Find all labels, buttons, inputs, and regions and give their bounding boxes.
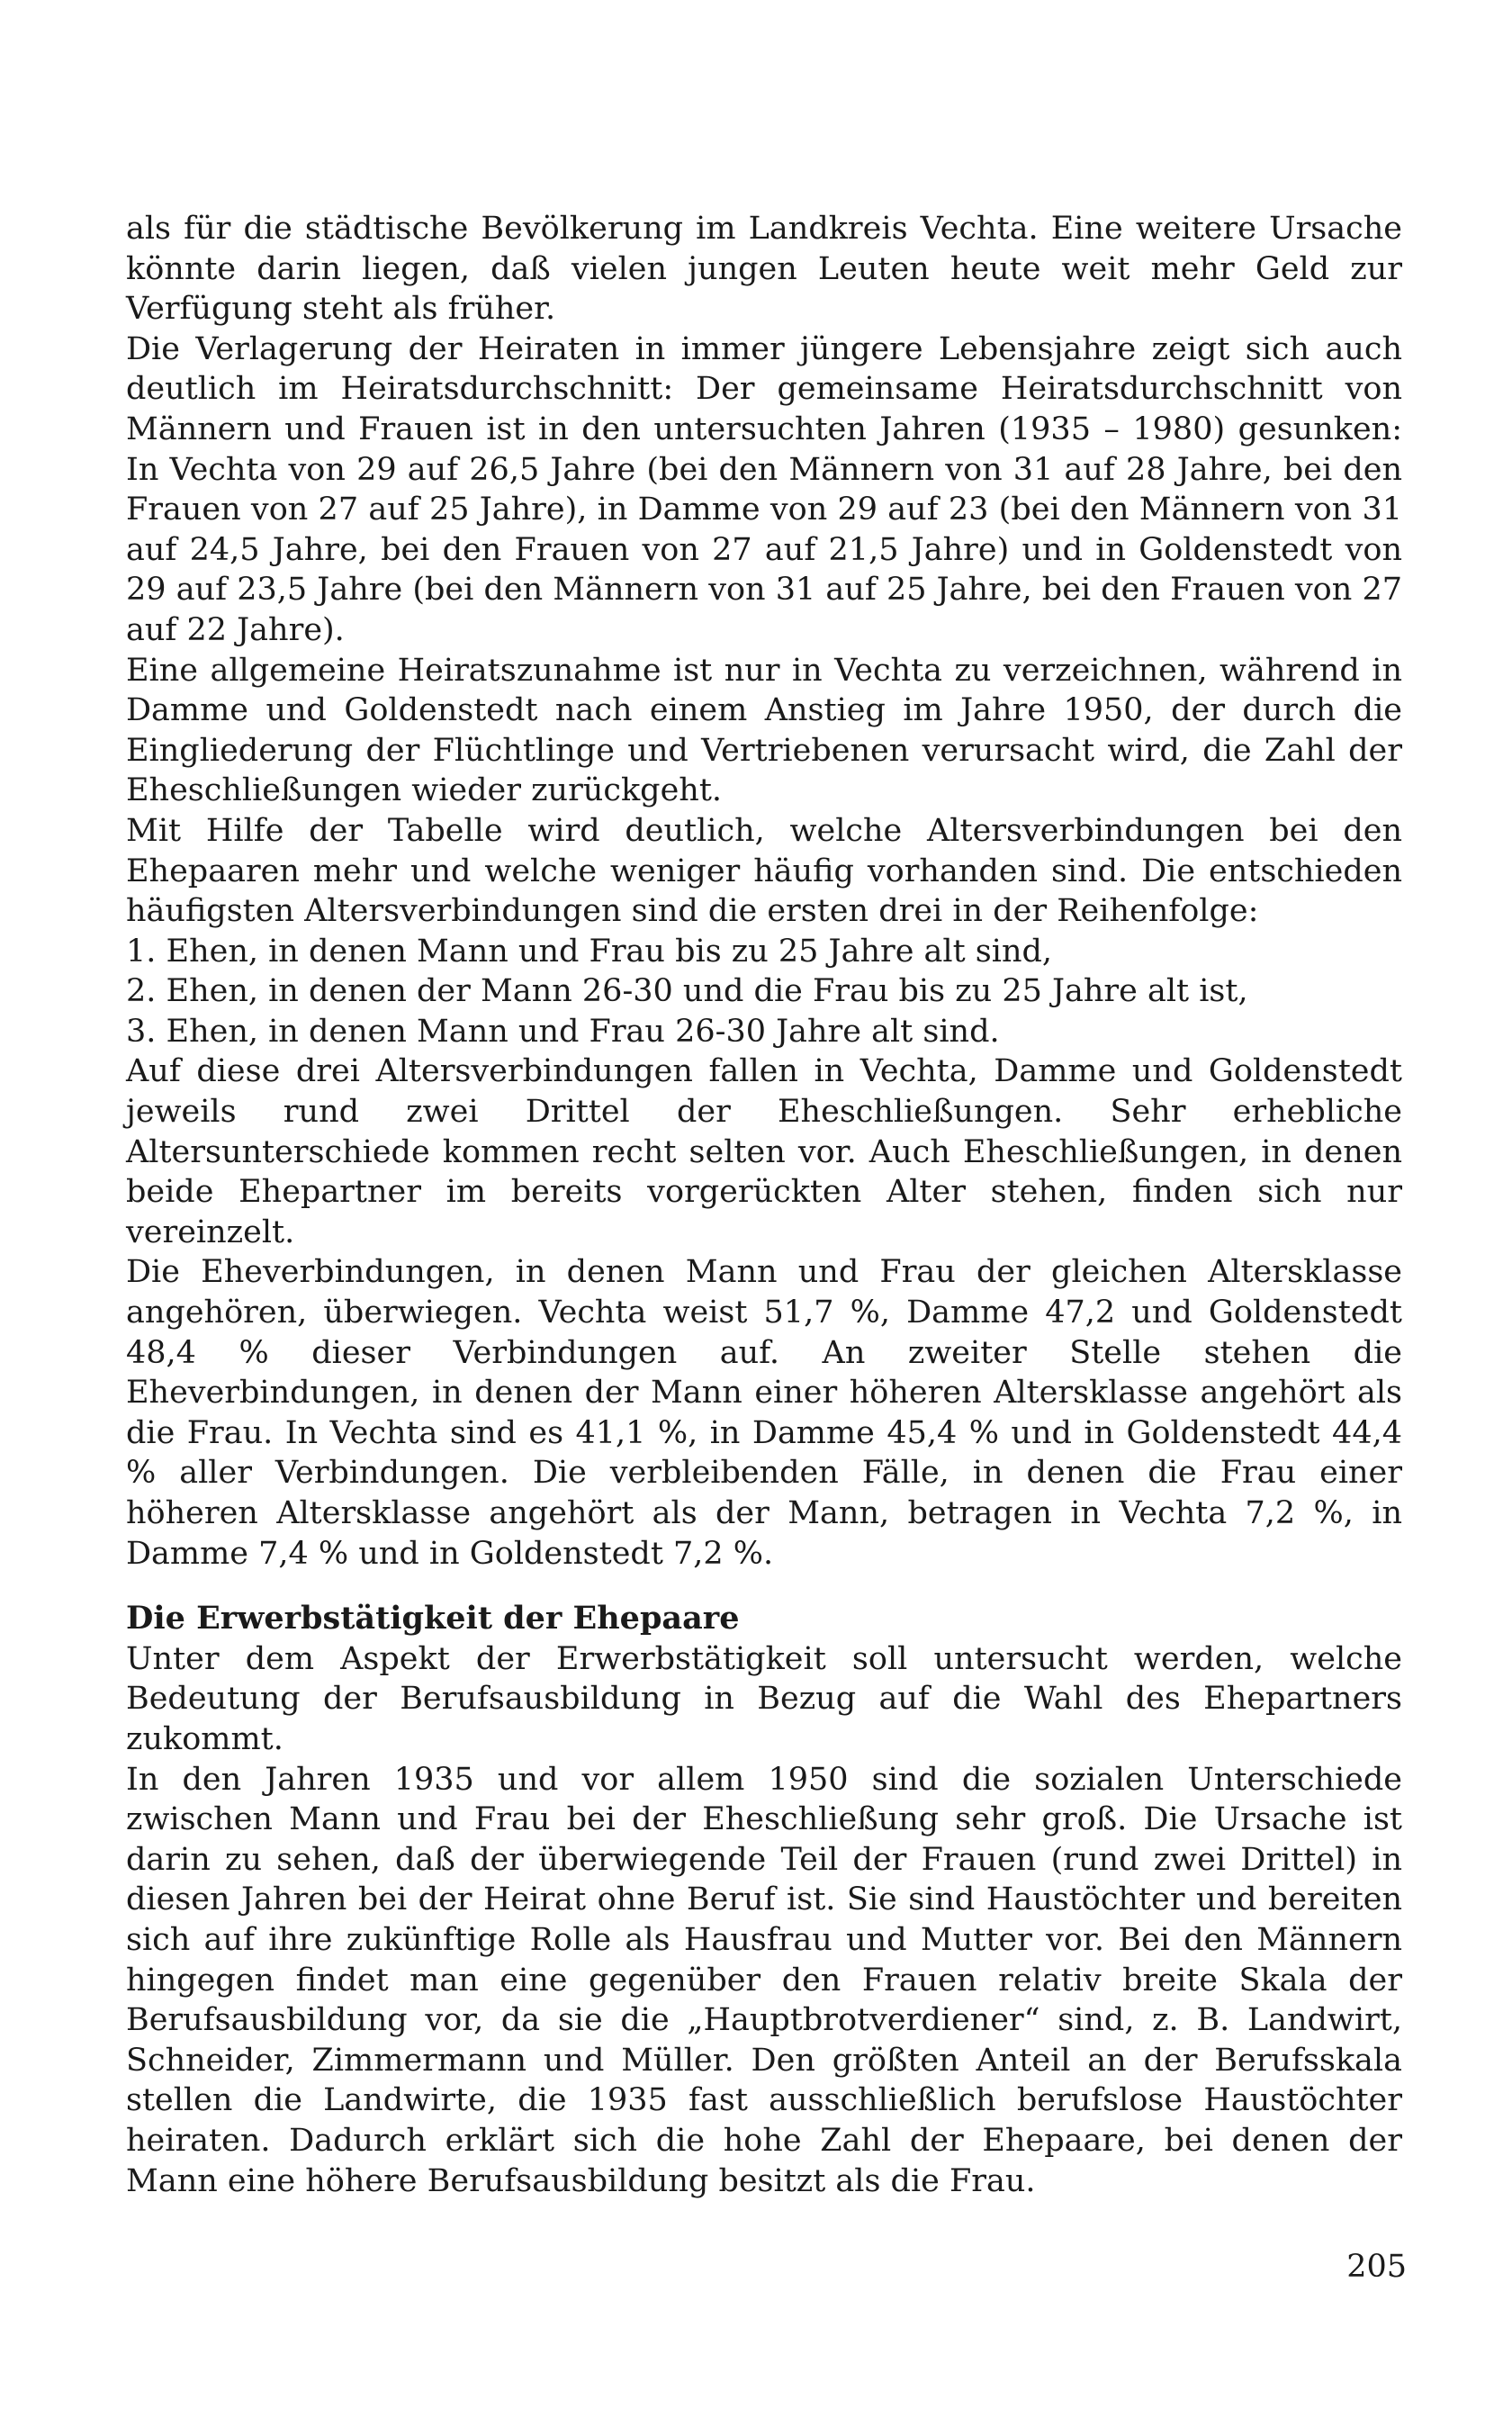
paragraph: Die Verlagerung der Heiraten in immer jüngere Lebensjahre zeigt sich auch deutlich im Heiratsdurchschnitt: Der gemeinsame Heiratsdurchschnitt von Männern und Frauen ist in den untersuchten Jahren (1935 – 1980) gesunken: In Vechta von 29 auf 26,5 Jahre (bei den Männern von 31 auf 28 Jahre, bei den Frauen von 27 auf 25 Jahre), in Damme von 29 auf 23 (bei den Männern von 31 auf 24,5 Jahre, bei den Frauen von 27 auf 21,5 Jahre) und in Goldenstedt von 29 auf 23,5 Jahre (bei den Männern von 31 auf 25 Jahre, bei den Frauen von 27 auf 22 Jahre).	[126, 330, 1402, 648]
age-combination-list	[126, 932, 1402, 1052]
list-item: 2. Ehen, in denen der Mann 26-30 und die Frau bis zu 25 Jahre alt ist,	[126, 973, 1248, 1010]
paragraph: als für die städtische Bevölkerung im Landkreis Vechta. Eine weitere Ursache könnte darin liegen, daß vielen jungen Leuten heute weit mehr Geld zur Verfügung steht als früher.	[126, 211, 1402, 328]
list-item: 3. Ehen, in denen Mann und Frau 26-30 Jahre alt sind.	[126, 1013, 1000, 1050]
paragraph: Eine allgemeine Heiratszunahme ist nur in Vechta zu verzeichnen, während in Damme und Goldenstedt nach einem Anstieg im Jahre 1950, der durch die Eingliederung der Flüchtlinge und Vertriebenen verursacht wird, die Zahl der Eheschließungen wieder zurückgeht.	[126, 652, 1402, 809]
paragraph: Auf diese drei Altersverbindungen fallen in Vechta, Damme und Goldenstedt jeweils rund zwei Drittel der Eheschließungen. Sehr erhebliche Altersunterschiede kommen recht selten vor. Auch Eheschließungen, in denen beide Ehepartner im bereits vorgerückten Alter stehen, finden sich nur vereinzelt.	[126, 1053, 1402, 1250]
section-heading: Die Erwerbstätigkeit der Ehepaare	[126, 1600, 740, 1638]
paragraph: Unter dem Aspekt der Erwerbstätigkeit soll untersucht werden, welche Bedeutung der Berufsausbildung in Bezug auf die Wahl des Ehepartners zukommt.	[126, 1640, 1402, 1757]
page-number: 205	[1346, 2249, 1407, 2285]
paragraph: Die Eheverbindungen, in denen Mann und Frau der gleichen Altersklasse angehören, überwiegen. Vechta weist 51,7 %, Damme 47,2 und Goldenstedt 48,4 % dieser Verbindungen auf. An zweiter Stelle stehen die Eheverbindungen, in denen der Mann einer höheren Altersklasse angehört als die Frau. In Vechta sind es 41,1 %, in Damme 45,4 % und in Goldenstedt 44,4 % aller Verbindungen. Die verbleibenden Fälle, in denen die Frau einer höheren Altersklasse angehört als der Mann, betragen in Vechta 7,2 %, in Damme 7,4 % und in Goldenstedt 7,2 %.	[126, 1254, 1402, 1572]
section-spacer	[126, 1574, 1402, 1599]
list-item: 1. Ehen, in denen Mann und Frau bis zu 25 Jahre alt sind,	[126, 933, 1053, 970]
paragraph: Mit Hilfe der Tabelle wird deutlich, welche Altersverbindungen bei den Ehepaaren mehr und welche weniger häufig vorhanden sind. Die entschieden häufigsten Altersverbindungen sind die ersten drei in der Reihenfolge:	[126, 812, 1402, 930]
body-text	[126, 209, 1402, 2201]
paragraph: In den Jahren 1935 und vor allem 1950 sind die sozialen Unterschiede zwischen Mann und Frau bei der Eheschließung sehr groß. Die Ursache ist darin zu sehen, daß der überwiegende Teil der Frauen (rund zwei Drittel) in diesen Jahren bei der Heirat ohne Beruf ist. Sie sind Haustöchter und bereiten sich auf ihre zukünftige Rolle als Hausfrau und Mutter vor. Bei den Männern hingegen findet man eine gegenüber den Frauen relativ breite Skala der Berufsausbildung vor, da sie die „Hauptbrotverdiener“ sind, z. B. Landwirt, Schneider, Zimmermann und Müller. Den größten Anteil an der Berufsskala stellen die Landwirte, die 1935 fast ausschließlich berufslose Haustöchter heiraten. Dadurch erklärt sich die hohe Zahl der Ehepaare, bei denen der Mann eine höhere Berufsausbildung besitzt als die Frau.	[126, 1761, 1402, 2199]
